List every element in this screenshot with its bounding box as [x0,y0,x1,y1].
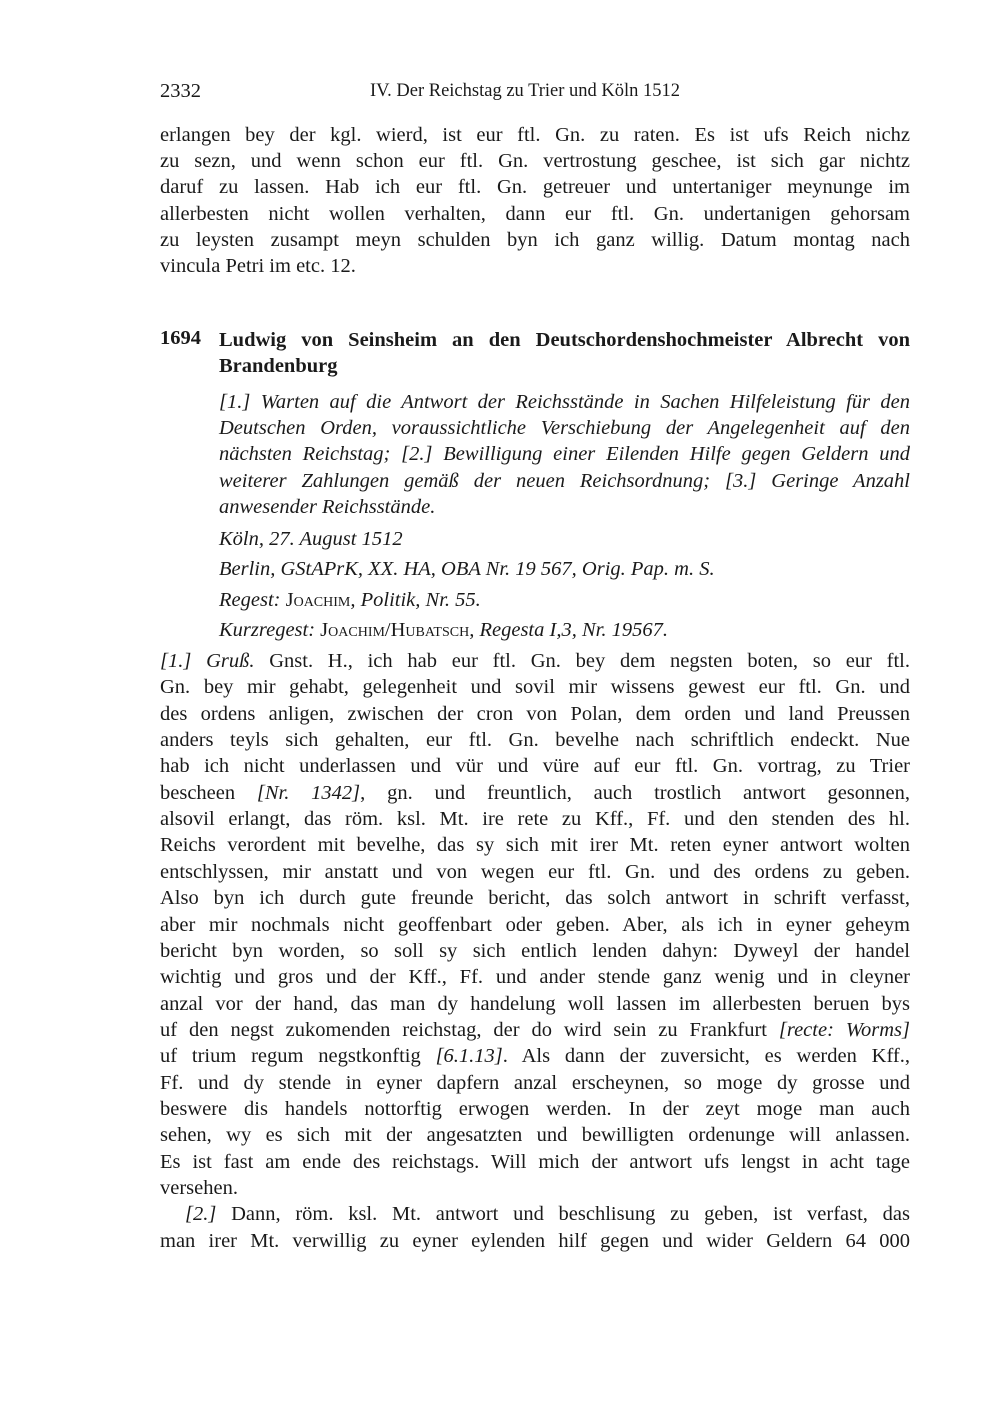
text-segment: , gn. und freuntlich, auch trostlich antwort gesonnen, [360,781,910,804]
text-segment: weiterer Zahlungen gemäß der neuen Reichsordnung; [3.] Geringe Anzahl [219,469,910,492]
running-title: IV. Der Reichstag zu Trier und Köln 1512 [370,81,681,101]
body-line [160,806,910,832]
document-title-line [219,353,337,379]
text-segment: Reichs verordent mit bevelhe, das sy sich mit irer Mt. reten eyner antwort wolten [160,834,910,857]
italic-text: , Politik, Nr. 55. [350,588,481,611]
body-line [160,1096,910,1122]
italic-text: , Regesta I,3, Nr. 19567. [469,618,668,641]
summary-line [219,441,910,467]
text-segment: wichtig und gros und der Kff., Ff. und ander stende ganz wenig und in cleyner [160,966,910,989]
body-line [160,1122,910,1148]
body-line [160,674,910,700]
text-segment: nächsten Reichstag; [2.] Bewilligung einer Eilenden Hilfe gegen Geldern und [219,443,910,466]
italic-text: Regest: [219,588,286,611]
text-line [160,148,910,174]
text-segment: anwesender Reichsstände. [219,495,436,518]
text-segment: des ordens anligen, zwischen der cron von Polan, dem orden und land Preussen [160,702,910,725]
text-segment: sehen, wy es sich mit der angesatzten und bewilligten ordenunge will anlassen. [160,1124,910,1147]
text-segment: Also byn ich durch gute freunde bericht, das solch antwort in schrift verfasst, [160,887,910,910]
text-segment: versehen. [160,1177,238,1199]
text-segment: daruf zu lassen. Hab ich eur ftl. Gn. getreuer und untertaniger meynunge im [160,176,910,199]
body-line [160,912,910,938]
italic-text: [Nr. 1342] [256,781,361,804]
body-line [160,885,910,911]
summary-line [219,494,435,520]
source-line [219,617,668,643]
text-segment: zu sezn, und wenn schon eur ftl. Gn. vertrostung geschee, ist sich gar nichtz [160,150,910,173]
text-segment: zu leysten zusampt meyn schulden byn ich ganz willig. Datum montag nach [160,228,910,251]
text-line [160,122,910,148]
italic-text: Köln, 27. August 1512 [219,528,403,550]
text-segment: allerbesten nicht wollen verhalten, dann eur ftl. Gn. undertanigen gehorsam [160,202,910,225]
text-segment: Ludwig von Seinsheim an den Deutschordenshochmeister Albrecht von [219,329,910,351]
text-segment: vincula Petri im etc. 12. [160,255,356,277]
italic-text: Berlin, GStAPrK, XX. HA, OBA Nr. 19 567, Orig. Pap. m. S. [219,558,715,581]
text-segment: [1.] Warten auf die Antwort der Reichsstände in Sachen Hilfeleistung für den [219,391,910,413]
text-segment: Dann, röm. ksl. Mt. antwort und beschlisung zu geben, ist verfast, das [216,1203,910,1226]
text-segment: uf trium regum negstkonftig [160,1045,436,1068]
text-segment: uf den negst zukomenden reichstag, der do wird sein zu Frankfurt [160,1018,779,1041]
body-line [160,832,910,858]
text-line [160,253,356,279]
summary-line [219,389,910,415]
text-segment: bescheen [160,781,257,804]
text-segment: Deutschen Orden, voraussichtliche Verschiebung der Angelegenheit auf den [219,417,910,440]
text-segment: Gn. bey mir gehabt, gelegenheit und sovil mir wissens gewest eur ftl. Gn. und [160,676,910,699]
body-line [160,1017,910,1043]
body-line [160,648,910,674]
body-line [160,1149,910,1175]
text-segment: anzal vor der hand, das man dy handelung woll lassen im allerbesten beruen bys [160,992,910,1015]
text-segment: entschlyssen, mir anstatt und von wegen eur ftl. Gn. und des ordens zu geben. [160,860,910,883]
author-name: Joachim/Hubatsch [320,618,470,641]
text-line [160,227,910,253]
source-line [219,526,403,552]
body-line [160,1043,910,1069]
body-line [160,727,910,753]
text-segment: Gnst. H., ich hab eur ftl. Gn. bey dem negsten boten, so eur ftl. [254,650,910,672]
body-line [160,701,910,727]
body-line [160,753,910,779]
text-segment: Ff. und dy stende in eyner dapfern anzal erscheynen, so moge dy grosse und [160,1071,910,1094]
body-line [185,1201,910,1227]
text-segment: erlangen bey der kgl. wierd, ist eur ftl. Gn. zu raten. Es ist ufs Reich nichz [160,124,910,146]
text-line [160,174,910,200]
source-line [219,587,481,613]
body-line [160,1175,238,1201]
italic-text: [1.] Gruß. [160,650,255,672]
source-line [219,556,715,582]
text-segment: alsovil erlangt, das röm. ksl. Mt. ire rete zu Kff., Ff. und den stenden des hl. [160,808,910,831]
italic-text: Kurzregest: [219,618,321,641]
text-segment: man irer Mt. verwillig zu eyner eylenden hilf gegen und wider Geldern 64 000 [160,1229,910,1252]
document-number: 1694 [160,327,201,349]
body-line [160,780,910,806]
body-line [160,859,910,885]
text-segment: Es ist fast am ende des reichstags. Will mich der antwort ufs lengst in acht tage [160,1150,910,1173]
body-line [160,1228,910,1254]
body-line [160,1070,910,1096]
page-number: 2332 [160,80,201,102]
italic-text: [recte: Worms] [778,1018,910,1041]
summary-line [219,468,910,494]
text-segment: bericht byn worden, so soll sy sich entlich lenden dahyn: Dyweyl der handel [160,939,910,962]
text-line [160,201,910,227]
italic-text: [2.] [185,1203,217,1226]
body-line [160,938,910,964]
document-title-line [219,327,910,353]
body-line [160,991,910,1017]
author-name: Joachim [285,588,351,611]
text-segment: Brandenburg [219,355,338,377]
text-segment: hab ich nicht underlassen und vür und vüre auf eur ftl. Gn. vortrag, zu Trier [160,755,910,778]
italic-text: [6.1.13] [435,1045,503,1068]
text-segment: aber mir nochmals nicht geoffenbart oder geben. Aber, als ich in eyner geheym [160,913,910,936]
summary-line [219,415,910,441]
text-segment: anders teyls sich gehalten, eur ftl. Gn. bevelhe nach schriftlich endeckt. Nue [160,729,910,752]
text-segment: beswere dis handels nottorftig erwogen werden. In der zeyt moge man auch [160,1097,910,1120]
body-line [160,964,910,990]
text-segment: . Als dann der zuversicht, es werden Kff., [502,1045,910,1068]
